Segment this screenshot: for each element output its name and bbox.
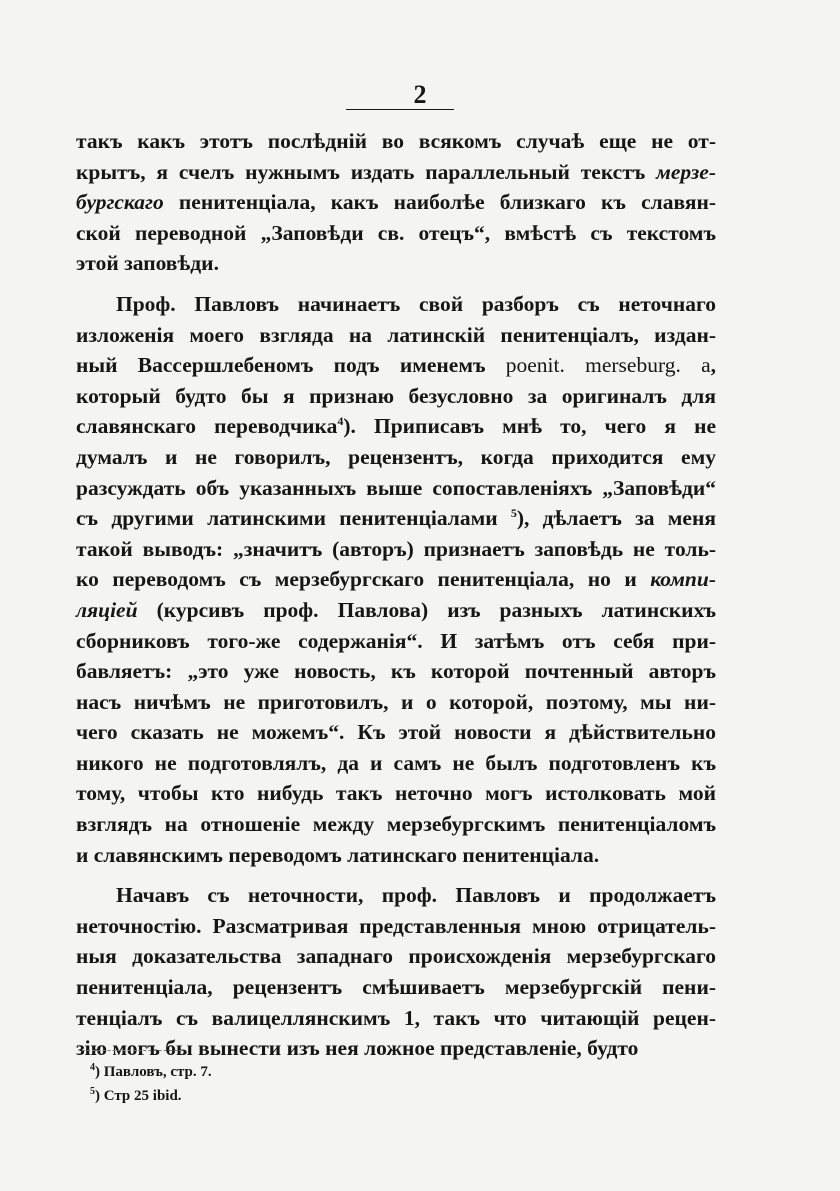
text-line: ный Вассершлебеномъ подъ именемъ poenit. merseburg. a, [76, 353, 716, 378]
italic-text: компи- [650, 567, 716, 592]
text-line: ляціей (курсивъ проф. Павлова) изъ разныхъ латинскихъ [76, 597, 716, 622]
text-line: Проф. Павловъ начинаетъ свой разборъ съ неточнаго [116, 291, 716, 316]
text-line: разсуждать объ указанныхъ выше сопоставленіяхъ „Заповѣди“ [76, 475, 716, 500]
text-line: ныя доказательства западнаго происхожденія мерзебургскаго [76, 944, 716, 969]
paragraph [76, 126, 716, 279]
body-text [76, 126, 716, 1074]
text-line: такъ какъ этотъ послѣдній во всякомъ случаѣ еще не от- [76, 129, 716, 153]
text-line: съ другими латинскими пенитенціалами $^5$), дѣлаетъ за меня [76, 505, 716, 531]
footnote-text: ) Стр 25 ibid. [95, 1088, 182, 1104]
text-line: бавляетъ: „это уже новость, къ которой почтенный авторъ [76, 659, 716, 684]
italic-text: ляціей [76, 597, 138, 622]
text-line: такой выводъ: „значитъ (авторъ) признаетъ заповѣдь не толь- [76, 536, 716, 561]
text-line: чего сказать не можемъ“. Къ этой новости я дѣйствительно [76, 720, 716, 745]
text-line: ко переводомъ съ мерзебургскаго пенитенціала, но и компи- [76, 567, 716, 592]
text-line: взглядъ на отношеніе между мерзебургскимъ пенитенціаломъ [76, 812, 716, 837]
text-line: тому, чтобы кто нибудь такъ неточно могъ истолковать мой [76, 781, 716, 806]
text-line: никого не подготовлялъ, да и самъ не былъ подготовленъ къ [76, 750, 716, 775]
text-line: неточностію. Разсматривая представленныя мною отрицатель- [76, 913, 716, 938]
italic-text: бургскаго [76, 190, 164, 215]
text-line: пенитенціала, рецензентъ смѣшиваетъ мерзебургскій пени- [76, 975, 716, 1000]
text-line: который будто бы я признаю безусловно за оригиналъ для [76, 383, 716, 408]
footnote [90, 1060, 212, 1084]
footnote-separator [82, 1050, 182, 1051]
footnote-number: 4 [90, 1062, 95, 1073]
text-line: этой заповѣди. [76, 251, 219, 276]
footnote-number: 5 [90, 1086, 95, 1097]
text-line: насъ ничѣмъ не приготовилъ, и о которой, поэтому, мы ни- [76, 689, 716, 714]
text-line: славянскаго переводчика$^4$). Приписавъ мнѣ то, чего я не [76, 414, 716, 439]
footnotes [90, 1060, 212, 1108]
text-line: ской переводной „Заповѣди св. отецъ“, вмѣстѣ съ текстомъ [76, 220, 716, 245]
footnote-ref: 4 [337, 414, 344, 429]
italic-text: мерзе- [656, 159, 716, 184]
text-line: сборниковъ того-же содержанія“. И затѣмъ отъ себя при- [76, 628, 716, 653]
footnote [90, 1084, 212, 1108]
footnote-ref: 5 [510, 505, 517, 520]
paragraph [76, 880, 716, 1064]
text-line: и славянскимъ переводомъ латинскаго пенитенціала. [76, 842, 600, 867]
page-number: 2 [413, 80, 427, 109]
text-line: думалъ и не говорилъ, рецензентъ, когда приходится ему [76, 444, 716, 469]
text-line: зію могъ бы вынести изъ нея ложное представленіе, будто [76, 1036, 639, 1061]
footnote-text: ) Павловъ, стр. 7. [95, 1064, 212, 1080]
text-line: изложенія моего взгляда на латинскій пенитенціалъ, издан- [76, 322, 716, 347]
paragraph [76, 289, 716, 870]
text-line: крытъ, я счелъ нужнымъ издать параллельный текстъ мерзе- [76, 159, 716, 184]
text-line: бургскаго пенитенціала, какъ наиболѣе близкаго къ славян- [76, 190, 716, 215]
text-line: тенціалъ съ валицеллянскимъ 1, такъ что читающій рецен- [76, 1005, 716, 1030]
latin-term: poenit. merseburg. a [505, 353, 711, 378]
header-rule [346, 109, 454, 110]
text-line: Начавъ съ неточности, проф. Павловъ и продолжаетъ [116, 883, 716, 908]
